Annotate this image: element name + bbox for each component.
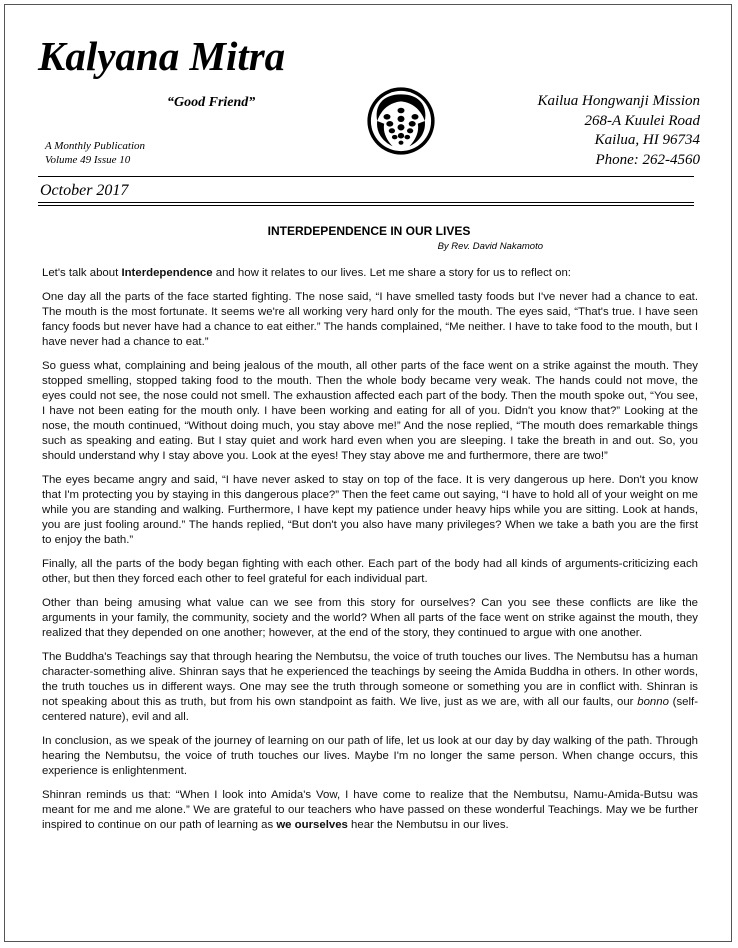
header-divider-bottom-1 [38, 202, 694, 203]
paragraph-2: One day all the parts of the face started fighting. The nose said, “I have smelled tasty foods but I've never had a chance to eat. The mouth is the most fortunate. It seems we're all working very hard only for the mouth. The eyes said, “That's true. I have seen fancy foods but never have had a chance to eat either.” The hands complained, “Me neither. I have to take food to the mouth, but I have never had a chance to eat.” [42, 291, 698, 348]
paragraph-3: So guess what, complaining and being jealous of the mouth, all other parts of the face went on a strike against the mouth. They stopped smelling, stopped taking food to the mouth. Then the whole body became very weak. The hands could not move, the eyes could not see, the nose could not smell. The exhaustion affected each part of the body. Then the mouth spoke out, “You see, I have not been eating for the mouth only. I have been working and eating for all of you. Didn't you know that?” Looking at the nose, the mouth continued, “Without doing much, you stay above me!” And the nose replied, “The mouth does remarkable things such as speaking and eating. But I stay quiet and work hard even when you are sleeping. I take the breath in and out. So, you should understand why I stay above you. Look at the eyes! They stay above me and furthermore, there are two!” [42, 360, 698, 462]
emphasis-interdependence: Interdependence [121, 267, 213, 279]
wisteria-crest-icon [366, 86, 436, 156]
emphasis-we-ourselves: we ourselves [276, 819, 348, 831]
publication-frequency: A Monthly Publication [45, 140, 146, 152]
publication-info [45, 139, 145, 167]
issue-date: October 2017 [40, 182, 129, 199]
paragraph-1: Let's talk about Interdependence and how it relates to our lives. Let me share a story for us to reflect on: [42, 267, 571, 279]
paragraph-7: The Buddha's Teachings say that through hearing the Nembutsu, the voice of truth touches our lives. The Nembutsu has a human character-something alive. Shinran says that he experienced the teachings by seeing the Amida Buddha in others. In other words, the truth touches us in different ways. One may see the truth through someone or something you are in conflict with. Shinran is not speaking about this as truth, but from his own standpoint as faith. We live, just as we are, with all our faults, our bonno (self-centered nature), evil and all. [42, 651, 698, 723]
mission-name: Kailua Hongwanji Mission [537, 93, 700, 109]
phone-number: Phone: 262-4560 [595, 151, 700, 168]
city-state-zip: Kailua, HI 96734 [594, 132, 700, 148]
street-address: 268-A Kuulei Road [584, 112, 700, 129]
paragraph-6: Other than being amusing what value can we see from this story for ourselves? Can you see these conflicts are like the arguments in your family, the community, society and the world? When all parts of the face went on strike against the mouth, they realized that they depended on one another; however, at the end of the story, they continued to argue with one another. [42, 597, 698, 639]
header-divider-bottom-2 [38, 205, 694, 206]
article-byline: By Rev. David Nakamoto [437, 241, 543, 252]
tagline: “Good Friend” [167, 95, 256, 110]
article-title: INTERDEPENDENCE IN OUR LIVES [267, 224, 471, 238]
header-divider-top [38, 176, 694, 177]
paragraph-4: The eyes became angry and said, “I have never asked to stay on top of the face. It is very dangerous up here. Don't you know that I'm protecting you by staying in this dangerous place?” Then the feet came out saying, “I have to hold all of your weight on me while you are standing and walking. Furthermore, I have kept my patience under heavy hips while you are sitting. Look at hands, you are just fooling around.” The hands replied, “But don't you also have many privileges? When we take a bath you are the first to enjoy the bath.” [42, 474, 698, 546]
volume-issue: Volume 49 Issue 10 [45, 154, 131, 166]
newsletter-title: Kalyana Mitra [38, 33, 286, 79]
paragraph-5: Finally, all the parts of the body began fighting with each other. Each part of the body had all kinds of arguments-criticizing each other, but then they forced each other to feel grateful for each individual part. [42, 558, 698, 585]
mission-address [537, 92, 700, 170]
term-bonno: bonno [637, 696, 669, 708]
paragraph-9: Shinran reminds us that: “When I look into Amida's Vow, I have come to realize that the Nembutsu, Namu-Amida-Butsu was meant for me and me alone.” We are grateful to our teachers who have passed on these wonderful Teachings. May we be further inspired to continue on our path of learning as we ourselves hear the Nembutsu in our lives. [42, 789, 698, 831]
article-body [42, 266, 698, 842]
paragraph-8: In conclusion, as we speak of the journey of learning on our path of life, let us look at our day by day walking of the path. Through hearing the Nembutsu, the voice of truth touches our lives. Maybe I'm no longer the same person. When change occurs, this experience is enlightenment. [42, 735, 698, 777]
